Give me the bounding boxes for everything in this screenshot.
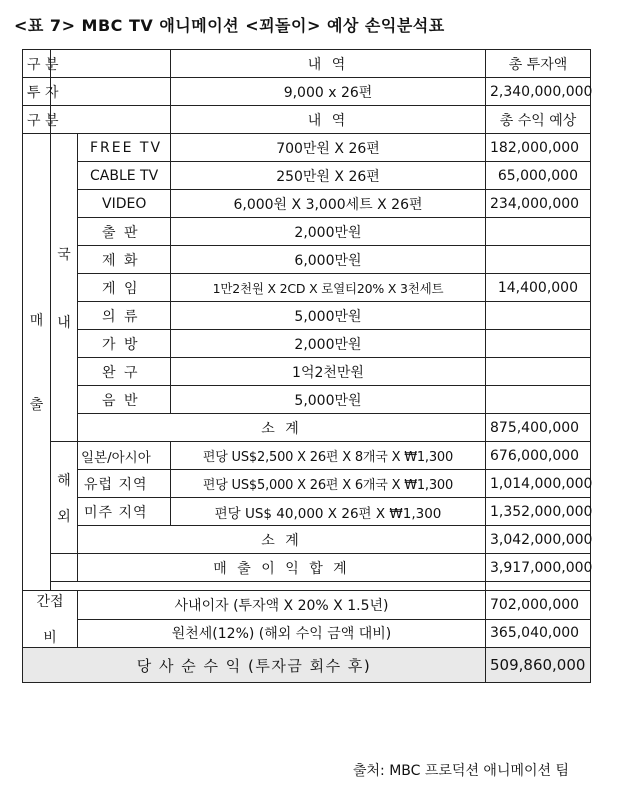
item-detail: 편당 US$ 40,000 X 26편 X ₩1,300 xyxy=(171,498,486,526)
domestic-subtotal-row xyxy=(23,414,591,442)
indirect-detail: 사내이자 (투자액 X 20% X 1.5년) xyxy=(78,591,486,620)
item-detail: 700만원 X 26편 xyxy=(171,134,486,162)
sales-total-label: 매 출 이 익 합 계 xyxy=(78,554,486,582)
item-detail: 6,000만원 xyxy=(171,246,486,274)
investment-blank xyxy=(51,78,171,106)
overseas-subtotal-row xyxy=(23,526,591,554)
header-detail-2: 내 역 xyxy=(171,106,486,134)
item-label: 가 방 xyxy=(78,330,171,358)
indirect-detail: 원천세(12%) (해외 수익 금액 대비) xyxy=(78,619,486,648)
header-category: 구 분 xyxy=(23,50,51,78)
header-category-2: 구 분 xyxy=(23,106,51,134)
item-amount: 234,000,000 xyxy=(486,190,591,218)
investment-label: 투 자 xyxy=(23,78,51,106)
profit-loss-table xyxy=(22,49,591,683)
item-amount: 1,014,000,000 xyxy=(486,470,591,498)
investment-amount: 2,340,000,000 xyxy=(486,78,591,106)
indirect-amount: 365,040,000 xyxy=(486,619,591,648)
item-detail: 6,000원 X 3,000세트 X 26편 xyxy=(171,190,486,218)
item-label: 일본/아시아 xyxy=(78,442,171,470)
item-label: VIDEO xyxy=(78,190,171,218)
item-amount: 1,352,000,000 xyxy=(486,498,591,526)
sales-label: 매 출 xyxy=(23,134,51,591)
item-detail: 1억2천만원 xyxy=(171,358,486,386)
table-row xyxy=(23,302,591,330)
item-label: 완 구 xyxy=(78,358,171,386)
net-profit-label: 당 사 순 수 익 (투자금 회수 후) xyxy=(23,648,486,683)
item-amount xyxy=(486,246,591,274)
item-label: CABLE TV xyxy=(78,162,171,190)
item-detail: 5,000만원 xyxy=(171,302,486,330)
net-profit-amount: 509,860,000 xyxy=(486,648,591,683)
table-row xyxy=(23,619,591,648)
item-label: 음 반 xyxy=(78,386,171,414)
table-row xyxy=(23,330,591,358)
spacer-row xyxy=(23,582,591,591)
item-detail: 250만원 X 26편 xyxy=(171,162,486,190)
table-row xyxy=(23,591,591,620)
spacer-cell xyxy=(51,582,486,591)
header-row-revenue xyxy=(23,106,591,134)
item-label: 미주 지역 xyxy=(78,498,171,526)
investment-detail: 9,000 x 26편 xyxy=(171,78,486,106)
item-label: 출 판 xyxy=(78,218,171,246)
header-blank-2 xyxy=(51,106,171,134)
header-expected-revenue: 총 수익 예상 xyxy=(486,106,591,134)
item-amount: 676,000,000 xyxy=(486,442,591,470)
item-detail: 1만2천원 X 2CD X 로열티20% X 3천세트 xyxy=(171,274,486,302)
source-note: 출처: MBC 프로덕션 애니메이션 팀 xyxy=(353,763,570,779)
table-row xyxy=(23,274,591,302)
item-detail: 2,000만원 xyxy=(171,218,486,246)
overseas-subtotal-amount: 3,042,000,000 xyxy=(486,526,591,554)
item-detail: 5,000만원 xyxy=(171,386,486,414)
indirect-cost-label: 간접 비 xyxy=(23,591,78,648)
table-row xyxy=(23,386,591,414)
table-row xyxy=(23,498,591,526)
item-label: FREE TV xyxy=(78,134,171,162)
investment-row xyxy=(23,78,591,106)
item-amount: 65,000,000 xyxy=(486,162,591,190)
overseas-subtotal-label: 소 계 xyxy=(78,526,486,554)
item-detail: 편당 US$5,000 X 26편 X 6개국 X ₩1,300 xyxy=(171,470,486,498)
item-label: 게 임 xyxy=(78,274,171,302)
header-detail: 내 역 xyxy=(171,50,486,78)
table-row xyxy=(23,246,591,274)
item-amount xyxy=(486,302,591,330)
table-row xyxy=(23,470,591,498)
table-row xyxy=(23,442,591,470)
header-total-investment: 총 투자액 xyxy=(486,50,591,78)
table-title: <표 7> MBC TV 애니메이션 <꾀돌이> 예상 손익분석표 xyxy=(14,16,445,35)
item-amount xyxy=(486,358,591,386)
table-row xyxy=(23,190,591,218)
table-row xyxy=(23,218,591,246)
domestic-label: 국 내 xyxy=(51,134,78,442)
item-label: 제 화 xyxy=(78,246,171,274)
item-amount xyxy=(486,218,591,246)
item-detail: 편당 US$2,500 X 26편 X 8개국 X ₩1,300 xyxy=(171,442,486,470)
item-amount xyxy=(486,386,591,414)
header-row-investment xyxy=(23,50,591,78)
header-blank xyxy=(51,50,171,78)
indirect-amount: 702,000,000 xyxy=(486,591,591,620)
domestic-subtotal-amount: 875,400,000 xyxy=(486,414,591,442)
net-profit-row xyxy=(23,648,591,683)
table-row xyxy=(23,358,591,386)
domestic-subtotal-label: 소 계 xyxy=(78,414,486,442)
item-detail: 2,000만원 xyxy=(171,330,486,358)
sales-total-amount: 3,917,000,000 xyxy=(486,554,591,582)
item-label: 의 류 xyxy=(78,302,171,330)
item-amount: 14,400,000 xyxy=(486,274,591,302)
table-row xyxy=(23,162,591,190)
spacer-cell-amount xyxy=(486,582,591,591)
overseas-label: 해 외 xyxy=(51,442,78,554)
item-label: 유럽 지역 xyxy=(78,470,171,498)
item-amount xyxy=(486,330,591,358)
sales-total-row xyxy=(23,554,591,582)
table-row xyxy=(23,134,591,162)
item-amount: 182,000,000 xyxy=(486,134,591,162)
sales-total-blank xyxy=(51,554,78,582)
